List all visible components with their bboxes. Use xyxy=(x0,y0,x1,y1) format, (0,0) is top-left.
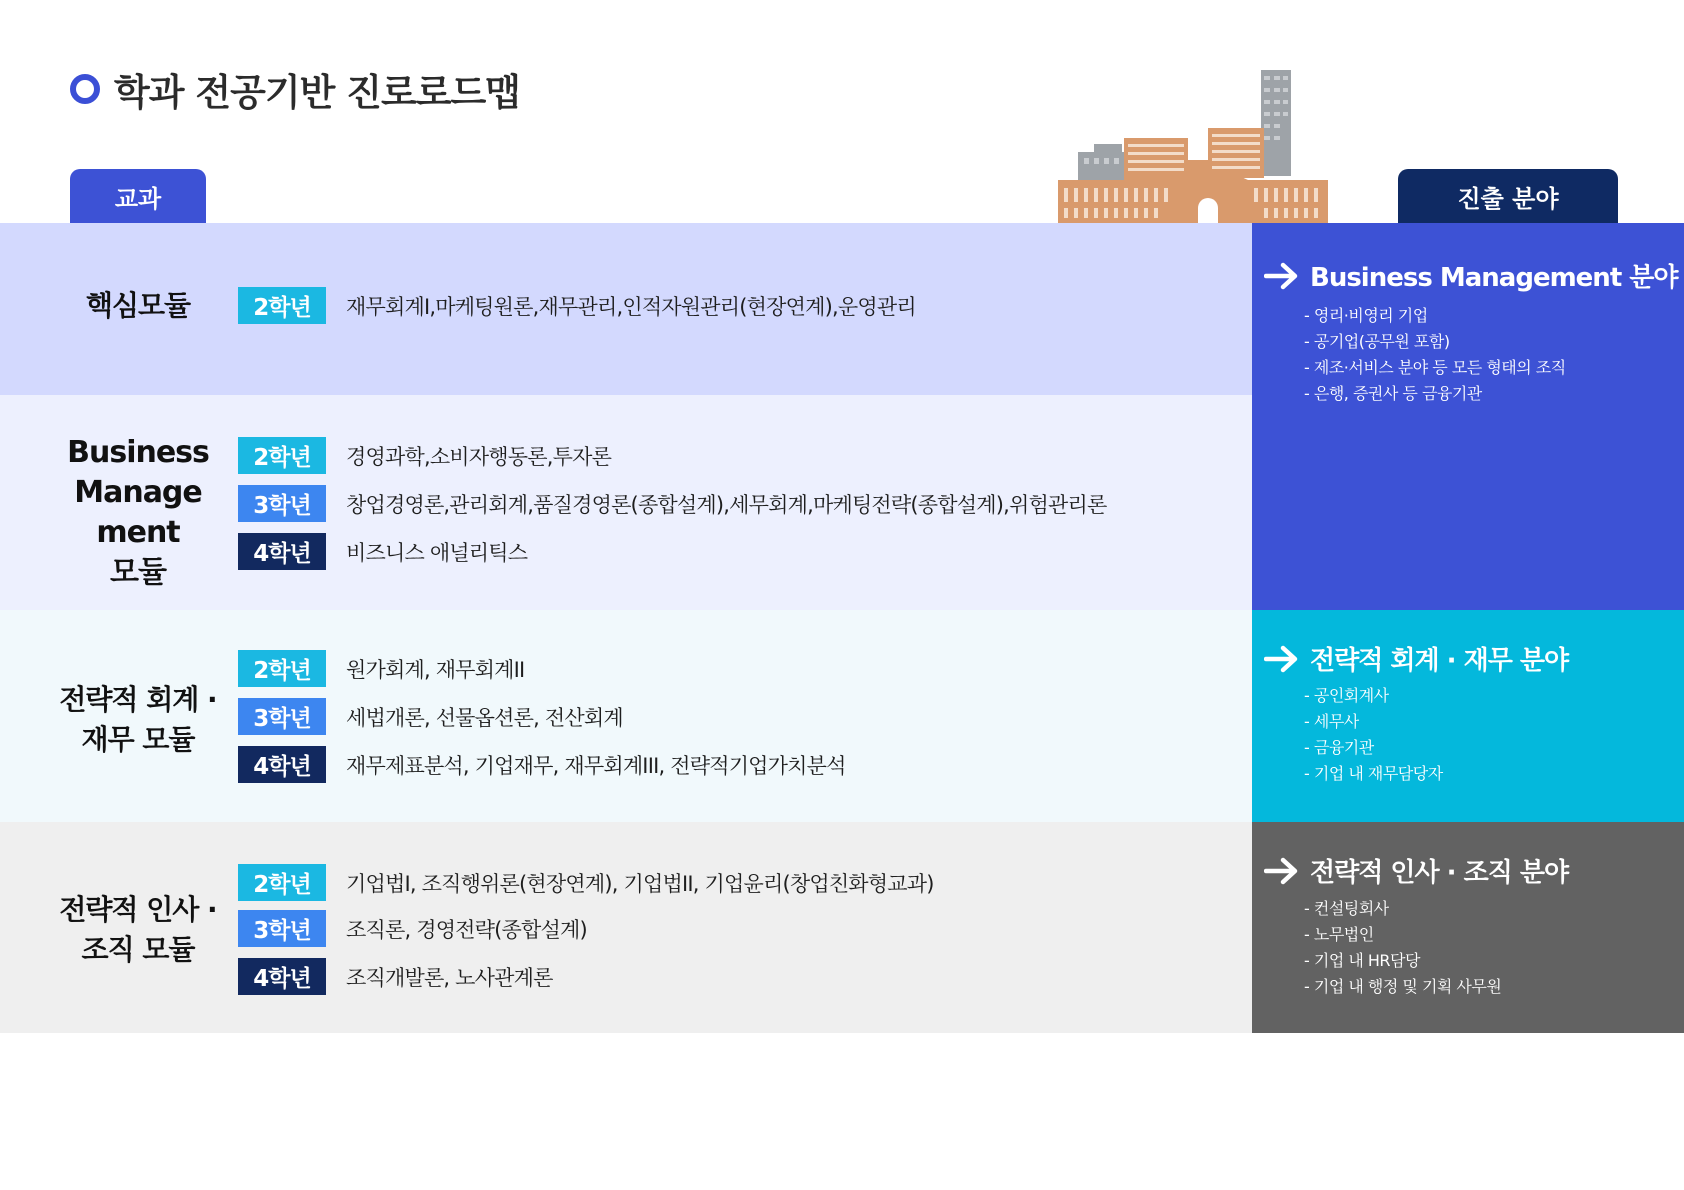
career-list-item: - 공인회계사 xyxy=(1304,686,1389,705)
career-panel-heading xyxy=(1264,852,1568,889)
career-list-item: - 영리·비영리 기업 xyxy=(1304,306,1428,325)
course-row xyxy=(238,746,846,783)
course-row xyxy=(238,533,527,570)
course-list: 창업경영론,관리회계,품질경영론(종합설계),세무회계,마케팅전략(종합설계),위험관리론 xyxy=(346,492,1107,517)
module-title-line: ment xyxy=(96,515,180,550)
career-fields-tab xyxy=(1398,169,1618,223)
career-list-item: - 공기업(공무원 포함) xyxy=(1304,332,1450,351)
course-list: 기업법I, 조직행위론(현장연계), 기업법II, 기업윤리(창업친화형교과) xyxy=(346,871,934,896)
career-list-item: - 컨설팅회사 xyxy=(1304,899,1389,918)
grade-badge: 2학년 xyxy=(238,650,326,687)
course-row xyxy=(238,650,524,687)
page-title: 학과 전공기반 진로로드맵 xyxy=(114,71,520,114)
module-hr-organization-section xyxy=(0,822,1252,1033)
grade-badge: 2학년 xyxy=(238,437,326,474)
career-list-item: - 기업 내 HR담당 xyxy=(1304,951,1420,970)
course-list: 조직개발론, 노사관계론 xyxy=(346,965,553,990)
course-row xyxy=(238,910,587,947)
course-list: 원가회계, 재무회계II xyxy=(346,657,525,682)
course-row xyxy=(238,287,916,324)
course-list: 재무회계I,마케팅원론,재무관리,인적자원관리(현장연계),운영관리 xyxy=(346,294,916,319)
career-list xyxy=(1304,683,1443,787)
course-row xyxy=(238,958,553,995)
grade-badge: 2학년 xyxy=(238,287,326,324)
subjects-tab-label: 교과 xyxy=(114,184,162,213)
career-panel-title: Business Management 분야 xyxy=(1310,263,1678,293)
module-title-line: Business xyxy=(67,435,209,470)
module-title-line: 재무 모듈 xyxy=(81,723,195,756)
module-accounting-finance-section xyxy=(0,610,1252,822)
career-list-item: - 기업 내 재무담당자 xyxy=(1304,764,1443,783)
module-business-management-section xyxy=(0,395,1252,610)
career-list xyxy=(1304,303,1566,407)
grade-badge: 3학년 xyxy=(238,910,326,947)
course-list: 재무제표분석, 기업재무, 재무회계III, 전략적기업가치분석 xyxy=(346,753,846,778)
module-core-section xyxy=(0,223,1252,395)
career-list xyxy=(1304,896,1501,1000)
grade-badge: 4학년 xyxy=(238,746,326,783)
career-panel-heading xyxy=(1264,257,1678,294)
career-panel-hr-organization xyxy=(1252,822,1684,1033)
course-list: 비즈니스 애널리틱스 xyxy=(346,540,528,565)
course-list: 경영과학,소비자행동론,투자론 xyxy=(346,444,612,469)
career-panel-title: 전략적 인사 · 조직 분야 xyxy=(1310,858,1569,888)
campus-buildings-illustration xyxy=(1058,70,1328,223)
career-list-item: - 노무법인 xyxy=(1304,925,1374,944)
module-title-line: 전략적 인사 · xyxy=(59,893,217,926)
grade-badge: 3학년 xyxy=(238,698,326,735)
grade-badge: 4학년 xyxy=(238,958,326,995)
page-header xyxy=(70,62,520,116)
course-list: 세법개론, 선물옵션론, 전산회계 xyxy=(346,705,623,730)
module-title-line: Manage xyxy=(74,475,202,510)
course-row xyxy=(238,864,934,901)
module-title-line: 전략적 회계 · xyxy=(59,683,217,716)
circle-bullet-icon xyxy=(70,74,100,104)
arrow-right-icon xyxy=(1264,261,1300,291)
career-fields-tab-label: 진출 분야 xyxy=(1457,184,1559,213)
course-row xyxy=(238,437,611,474)
career-list-item: - 기업 내 행정 및 기획 사무원 xyxy=(1304,977,1502,996)
career-list-item: - 금융기관 xyxy=(1304,738,1374,757)
career-list-item: - 제조·서비스 분야 등 모든 형태의 조직 xyxy=(1304,358,1566,377)
arrow-right-icon xyxy=(1264,644,1300,674)
career-list-item: - 은행, 증권사 등 금융기관 xyxy=(1304,384,1482,403)
grade-badge: 2학년 xyxy=(238,864,326,901)
career-panel-business-management xyxy=(1252,223,1684,610)
module-title xyxy=(38,433,238,593)
module-title xyxy=(38,890,238,970)
career-list-item: - 세무사 xyxy=(1304,712,1359,731)
module-title-line: 조직 모듈 xyxy=(81,933,195,966)
career-panel-accounting-finance xyxy=(1252,610,1684,822)
module-title xyxy=(38,289,238,323)
course-row xyxy=(238,698,623,735)
module-title xyxy=(38,680,238,760)
module-title-line: 핵심모듈 xyxy=(85,289,191,322)
career-panel-heading xyxy=(1264,640,1568,677)
module-title-line: 모듈 xyxy=(110,555,166,590)
arrow-right-icon xyxy=(1264,856,1300,886)
career-panel-title: 전략적 회계 · 재무 분야 xyxy=(1310,646,1569,676)
course-row xyxy=(238,485,1106,522)
course-list: 조직론, 경영전략(종합설계) xyxy=(346,917,587,942)
grade-badge: 4학년 xyxy=(238,533,326,570)
subjects-tab xyxy=(70,169,206,223)
grade-badge: 3학년 xyxy=(238,485,326,522)
